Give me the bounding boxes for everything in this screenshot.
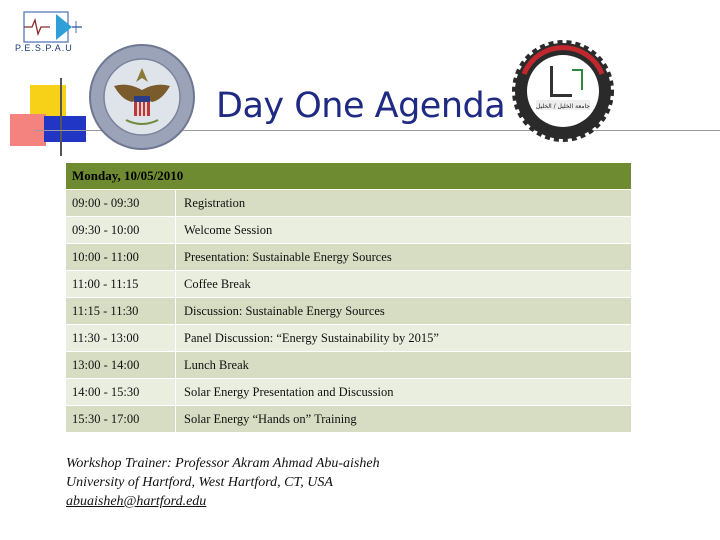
agenda-row <box>66 190 631 216</box>
trainer-info <box>66 454 380 511</box>
agenda-activity: Presentation: Sustainable Energy Sources <box>176 244 631 270</box>
agenda-activity: Coffee Break <box>176 271 631 297</box>
decor-blue-square <box>44 116 86 142</box>
agenda-time: 11:30 - 13:00 <box>66 325 175 351</box>
agenda-row <box>66 298 631 324</box>
agenda-row <box>66 325 631 351</box>
agenda-row <box>66 352 631 378</box>
agenda-activity: Welcome Session <box>176 217 631 243</box>
pespau-label: P.E.S.P.A.U <box>15 43 73 53</box>
agenda-time: 14:00 - 15:30 <box>66 379 175 405</box>
affiliation-line: University of Hartford, West Hartford, CT, USA <box>66 475 333 490</box>
pespau-logo <box>14 8 94 64</box>
agenda-time: 10:00 - 11:00 <box>66 244 175 270</box>
agenda-time: 09:00 - 09:30 <box>66 190 175 216</box>
agenda-time: 11:00 - 11:15 <box>66 271 175 297</box>
agenda-activity: Registration <box>176 190 631 216</box>
agenda-row <box>66 271 631 297</box>
university-seal-center-text: جامعة الخليل / الخليل <box>535 103 591 110</box>
agenda-time: 09:30 - 10:00 <box>66 217 175 243</box>
agenda-row <box>66 217 631 243</box>
agenda-activity: Solar Energy “Hands on” Training <box>176 406 631 432</box>
agenda-rows <box>66 190 631 432</box>
slide-title: Day One Agenda <box>216 86 506 126</box>
trainer-email-link[interactable]: abuaisheh@hartford.edu <box>66 494 207 509</box>
agenda-time: 13:00 - 14:00 <box>66 352 175 378</box>
trainer-line: Workshop Trainer: Professor Akram Ahmad Abu-aisheh <box>66 456 380 471</box>
agenda-activity: Discussion: Sustainable Energy Sources <box>176 298 631 324</box>
agenda-time: 11:15 - 11:30 <box>66 298 175 324</box>
agenda-row <box>66 406 631 432</box>
agenda-activity: Lunch Break <box>176 352 631 378</box>
university-seal-logo <box>512 40 614 142</box>
agenda-activity: Solar Energy Presentation and Discussion <box>176 379 631 405</box>
decor-vertical-line <box>60 78 62 156</box>
us-seal-logo <box>86 42 198 152</box>
agenda-header: Monday, 10/05/2010 <box>66 163 631 189</box>
agenda-table <box>66 163 631 433</box>
agenda-row <box>66 379 631 405</box>
agenda-activity: Panel Discussion: “Energy Sustainability by 2015” <box>176 325 631 351</box>
agenda-time: 15:30 - 17:00 <box>66 406 175 432</box>
agenda-row <box>66 244 631 270</box>
